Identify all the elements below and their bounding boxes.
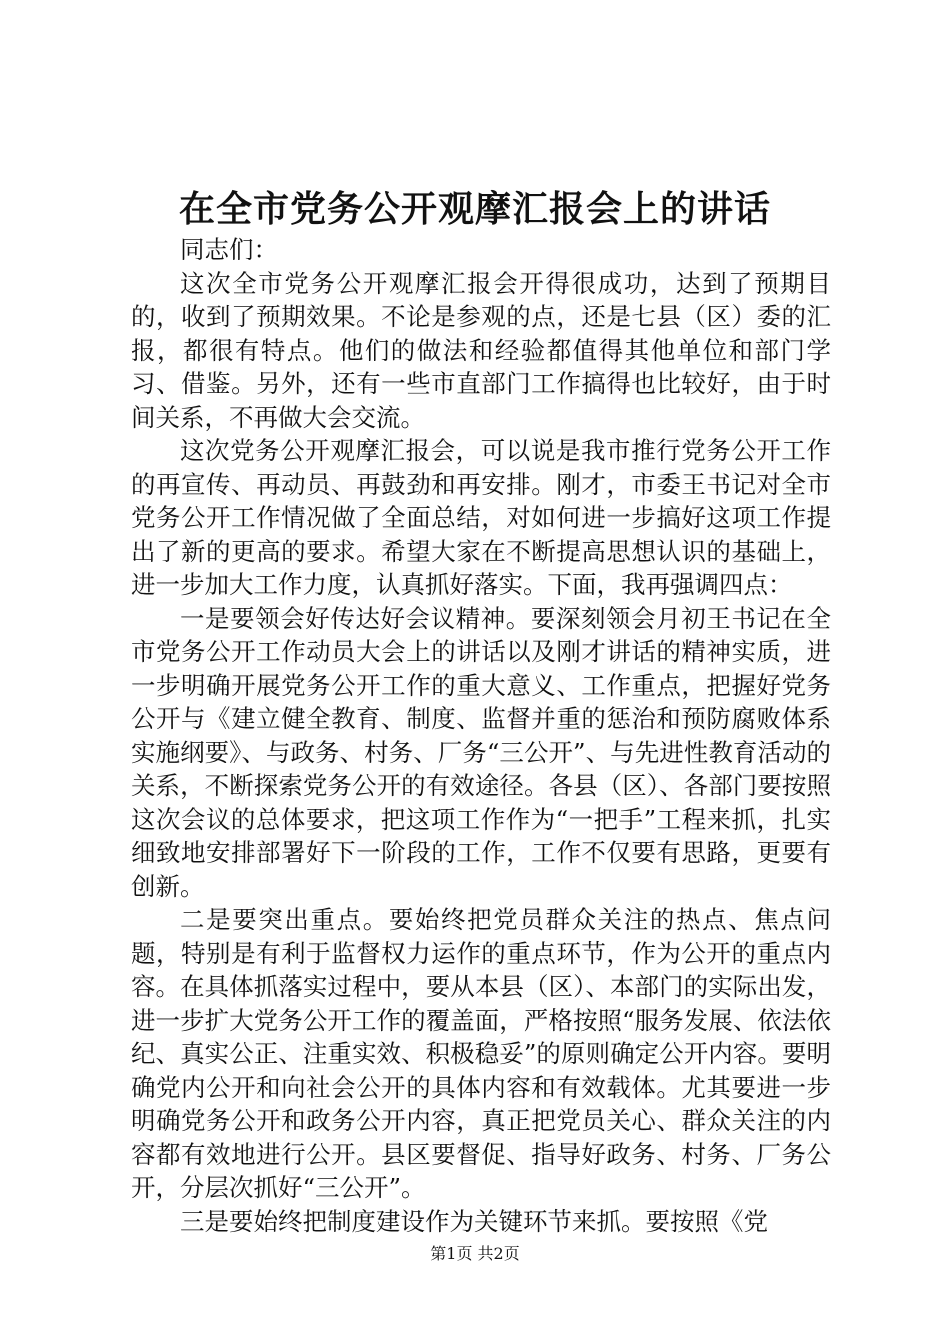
body-paragraph: 这次党务公开观摩汇报会，可以说是我市推行党务公开工作的再宣传、再动员、再鼓劲和再安排。刚才，市委王书记对全市党务公开工作情况做了全面总结，对如何进一步搞好这项工作提出了新的更高的要求。希望大家在不断提高思想认识的基础上，进一步加大工作力度，认真抓好落实。下面，我再强调四点： (131, 436, 831, 599)
document-title: 在全市党务公开观摩汇报会上的讲话 (178, 188, 771, 230)
document-body (131, 233, 831, 1238)
body-paragraph: 二是要突出重点。要始终把党员群众关注的热点、焦点问题，特别是有利于监督权力运作的重点环节，作为公开的重点内容。在具体抓落实过程中，要从本县（区）、本部门的实际出发，进一步扩大党务公开工作的覆盖面，严格按照“服务发展、依法依纪、真实公正、注重实效、积极稳妥”的原则确定公开内容。要明确党内公开和向社会公开的具体内容和有效载体。尤其要进一步明确党务公开和政务公开内容，真正把党员关心、群众关注的内容都有效地进行公开。县区要督促、指导好政务、村务、厂务公开，分层次抓好“三公开”。 (131, 905, 831, 1202)
salutation-paragraph: 同志们： (180, 235, 278, 264)
body-paragraph: 三是要始终把制度建设作为关键环节来抓。要按照《党 (180, 1206, 768, 1236)
page-number-footer: 第1页 共2页 (430, 1244, 520, 1263)
body-paragraph: 这次全市党务公开观摩汇报会开得很成功，达到了预期目的，收到了预期效果。不论是参观的点，还是七县（区）委的汇报，都很有特点。他们的做法和经验都值得其他单位和部门学习、借鉴。另外，还有一些市直部门工作搞得也比较好，由于时间关系，不再做大会交流。 (131, 268, 831, 432)
body-paragraph: 一是要领会好传达好会议精神。要深刻领会月初王书记在全市党务公开工作动员大会上的讲话以及刚才讲话的精神实质，进一步明确开展党务公开工作的重大意义、工作重点，把握好党务公开与《建立健全教育、制度、监督并重的惩治和预防腐败体系实施纲要》、与政务、村务、厂务“三公开”、与先进性教育活动的关系，不断探索党务公开的有效途径。各县（区）、各部门要按照这次会议的总体要求，把这项工作作为“一把手”工程来抓，扎实细致地安排部署好下一阶段的工作，工作不仅要有思路，更要有创新。 (131, 603, 831, 901)
